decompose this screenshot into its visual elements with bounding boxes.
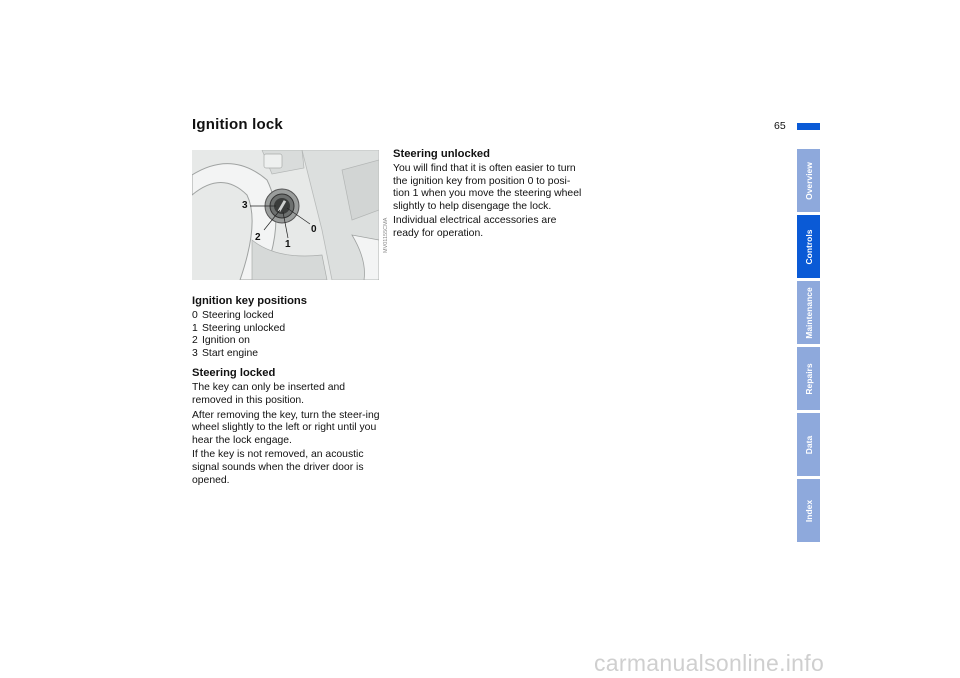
list-item: 1 Steering unlocked xyxy=(192,322,286,334)
page-number: 65 xyxy=(774,120,786,132)
tab-maintenance[interactable]: Maintenance xyxy=(797,281,820,344)
watermark: carmanualsonline.info xyxy=(594,650,825,676)
list-item: 0 Steering locked xyxy=(192,310,274,321)
ignition-lock-illustration xyxy=(192,150,379,280)
list-item: 2 Ignition on xyxy=(192,335,250,347)
right-column xyxy=(393,147,583,243)
page-title: Ignition lock xyxy=(192,116,283,133)
positions-list xyxy=(192,310,382,360)
label-2: 2 xyxy=(255,232,261,243)
list-item: 3 Start engine xyxy=(192,347,259,359)
steering-locked-paragraph-3: If the key is not removed, an acoustic signal sounds when the driver door is opened. xyxy=(192,449,364,486)
section-tabs xyxy=(797,149,820,545)
label-0: 0 xyxy=(311,224,317,235)
label-1: 1 xyxy=(285,239,291,250)
steering-locked-paragraph-1: The key can only be inserted and removed in this position. xyxy=(192,382,346,406)
positions-heading: Ignition key positions xyxy=(192,295,307,307)
label-3: 3 xyxy=(242,200,248,211)
steering-unlocked-paragraph-1: You will find that it is often easier to turn the ignition key from position 0 to posi-tion 1 when you move the steering wheel slightly to help disengage the lock. xyxy=(393,163,582,212)
tab-data[interactable]: Data xyxy=(797,413,820,476)
steering-locked-paragraph-2: After removing the key, turn the steer-ing wheel slightly to the left or right until you hear the lock engage. xyxy=(192,409,380,446)
left-column xyxy=(192,294,382,489)
steering-locked-heading: Steering locked xyxy=(192,367,276,380)
tab-repairs[interactable]: Repairs xyxy=(797,347,820,410)
tab-overview[interactable]: Overview xyxy=(797,149,820,212)
illustration-code: MV01155CMA xyxy=(383,217,389,253)
tab-index[interactable]: Index xyxy=(797,479,820,542)
steering-unlocked-paragraph-2: Individual electrical accessories are ready for operation. xyxy=(393,215,557,239)
steering-unlocked-heading: Steering unlocked xyxy=(393,148,490,160)
tab-controls[interactable]: Controls xyxy=(797,215,820,278)
page-number-marker xyxy=(797,123,820,130)
